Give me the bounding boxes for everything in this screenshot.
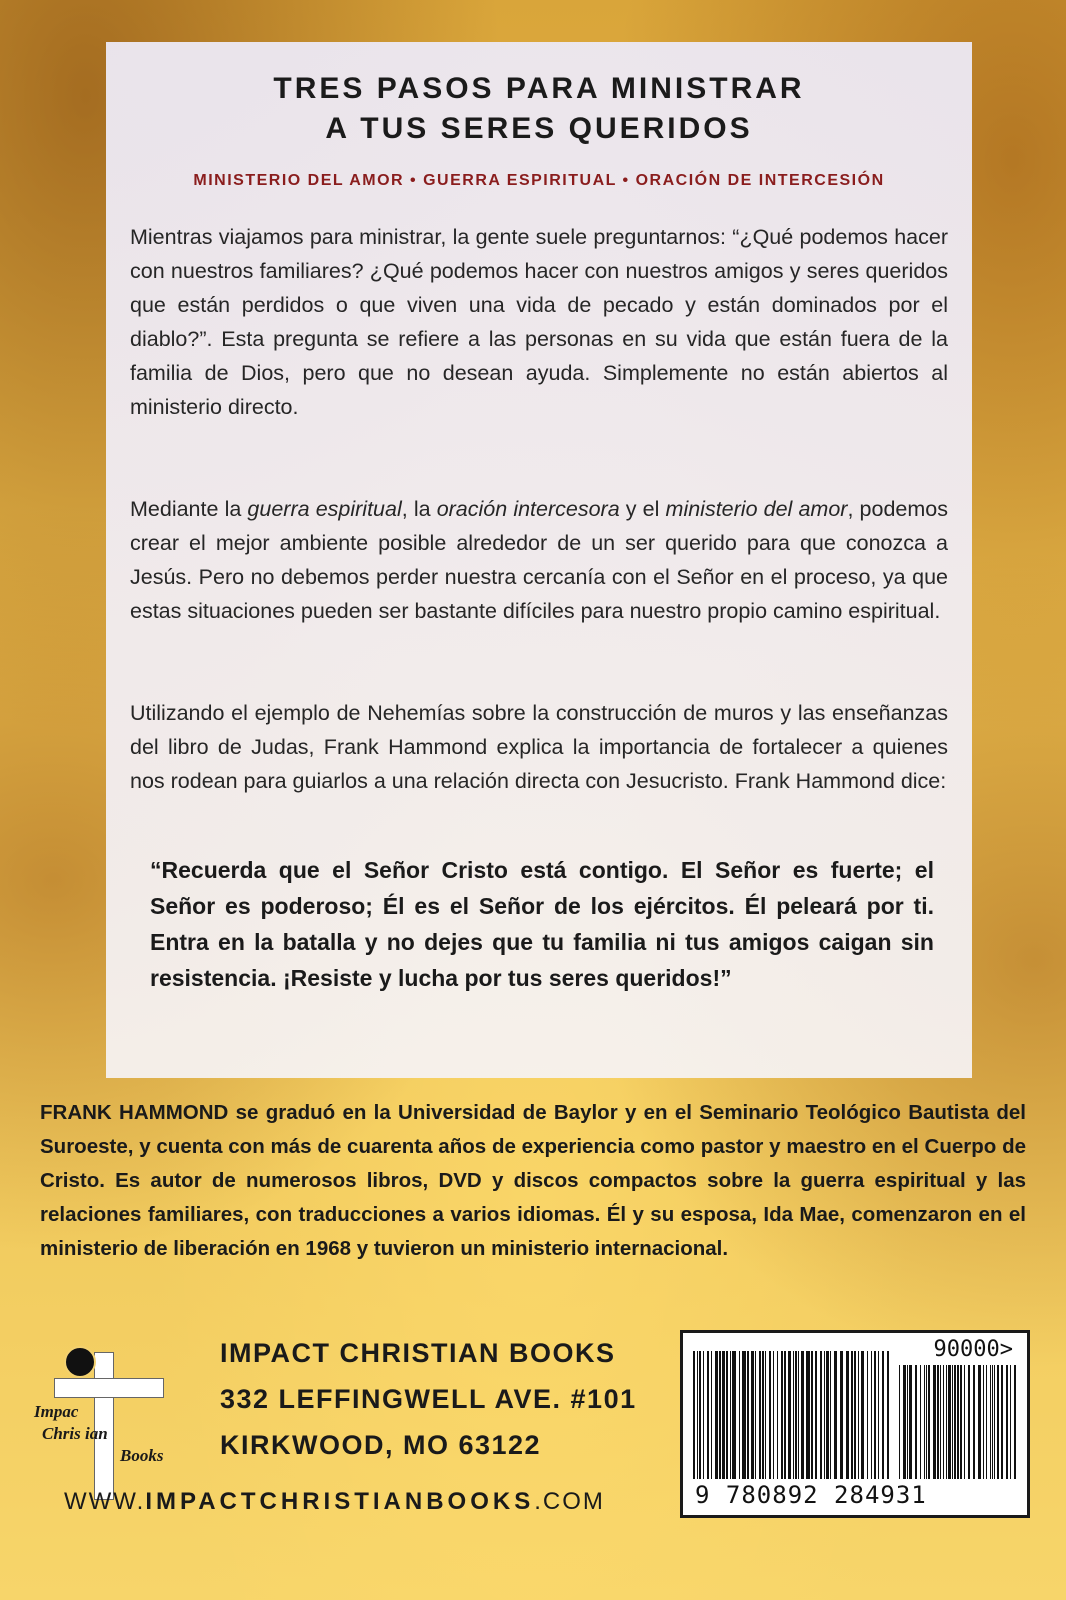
addon-barcode-bar <box>954 1365 956 1479</box>
addon-barcode-bar <box>960 1365 962 1479</box>
logo-text-1: Impac <box>34 1402 79 1421</box>
addon-barcode-bar <box>899 1365 900 1479</box>
website-prefix: WWW. <box>64 1488 146 1515</box>
barcode-bar <box>811 1351 813 1479</box>
addon-barcode-bar <box>957 1365 959 1479</box>
barcode-bar <box>824 1351 825 1479</box>
addon-barcode-bar <box>986 1365 987 1479</box>
barcode-bar <box>773 1351 774 1479</box>
barcode-bar <box>697 1351 698 1479</box>
paragraph-2-italic-1: guerra espiritual <box>247 497 402 521</box>
barcode-bar <box>846 1351 849 1479</box>
title-line-1: TRES PASOS PARA MINISTRAR <box>273 72 805 105</box>
barcode-bar <box>747 1351 749 1479</box>
title-line-2: A TUS SERES QUERIDOS <box>325 112 753 145</box>
paragraph-2-italic-2: oración intercesora <box>436 497 620 521</box>
barcode-bar <box>719 1351 721 1479</box>
logo-text-2: Chris ian <box>42 1424 108 1443</box>
barcode-bar <box>854 1351 856 1479</box>
barcode-bar <box>711 1351 712 1479</box>
barcode-bar <box>722 1351 725 1479</box>
barcode-bar <box>777 1351 778 1479</box>
barcode-bar <box>871 1351 872 1479</box>
addon-barcode-bar <box>983 1365 984 1479</box>
barcode <box>680 1330 1030 1518</box>
paragraph-2-text-3: y el <box>619 497 666 521</box>
addon-barcode-bar <box>928 1365 930 1479</box>
addon-barcode-bar <box>952 1365 953 1479</box>
addon-barcode-bar <box>990 1365 991 1479</box>
addon-barcode-bar <box>920 1365 921 1479</box>
barcode-bar <box>781 1351 783 1479</box>
barcode-isbn-digits: 9 780892 284931 <box>695 1481 927 1509</box>
barcode-bar <box>730 1351 731 1479</box>
addon-barcode-bar <box>1010 1365 1011 1479</box>
logo-text-3: Books <box>120 1446 164 1465</box>
paragraph-2-text-1: Mediante la <box>130 497 248 521</box>
barcode-bar <box>882 1351 884 1479</box>
addon-barcode-bar <box>948 1365 951 1479</box>
addon-barcode-bar <box>968 1365 970 1479</box>
barcode-bar <box>795 1351 797 1479</box>
barcode-bar <box>820 1351 822 1479</box>
addon-barcode-bar <box>940 1365 941 1479</box>
publisher-name: IMPACT CHRISTIAN BOOKS <box>220 1338 616 1368</box>
barcode-bar <box>788 1351 791 1479</box>
paragraph-2 <box>130 492 948 628</box>
addon-barcode-bar <box>964 1365 965 1479</box>
barcode-bar <box>887 1351 889 1479</box>
addon-barcode-bar <box>973 1365 975 1479</box>
paragraph-2-italic-3: ministerio del amor <box>665 497 848 521</box>
addon-barcode-bar <box>994 1365 995 1479</box>
barcode-bar <box>784 1351 786 1479</box>
addon-barcode-bar <box>997 1365 999 1479</box>
addon-barcode-bar <box>909 1365 912 1479</box>
barcode-bar <box>830 1351 831 1479</box>
addon-barcode-bar <box>937 1365 939 1479</box>
addon-barcode-bar <box>915 1365 917 1479</box>
author-name: FRANK HAMMOND <box>40 1101 229 1124</box>
barcode-bar <box>726 1351 728 1479</box>
barcode-bar <box>751 1351 754 1479</box>
paragraph-1: Mientras viajamos para ministrar, la gente suele preguntarnos: “¿Qué podemos hacer con nuestros familiares? ¿Qué podemos hacer con nuestros amigos y seres queridos que están perdidos o que viven una vida de pecado y están dominados por el diablo?”. Esta pregunta se refiere a las personas en su vida que están fuera de la familia de Dios, pero que no desean ayuda. Simplemente no están abiertos al ministerio directo. <box>130 225 948 419</box>
addon-barcode-bar <box>903 1365 906 1479</box>
barcode-bar <box>742 1351 746 1479</box>
barcode-bar <box>759 1351 761 1479</box>
barcode-bar <box>707 1351 709 1479</box>
barcode-bar <box>806 1351 810 1479</box>
author-bio-text: se graduó en la Universidad de Baylor y en el Seminario Teológico Bautista del Suroeste, y cuenta con más de cuarenta años de experiencia como pastor y maestro en el Cuerpo de Cristo. Es autor de numerosos libros, DVD y discos compactos sobre la guerra espiritual y las relaciones familiares, con traducciones a varios idiomas. Él y su esposa, Ida Mae, comenzaron en el ministerio de liberación en 1968 y tuvieron un ministerio internacional. <box>40 1101 1026 1260</box>
barcode-bars <box>693 1351 1017 1479</box>
barcode-bar <box>867 1351 868 1479</box>
barcode-bar <box>693 1351 695 1479</box>
barcode-bar <box>815 1351 817 1479</box>
flame-icon <box>64 1346 96 1378</box>
barcode-bar <box>699 1351 701 1479</box>
barcode-bar <box>793 1351 794 1479</box>
addon-barcode-bar <box>926 1365 927 1479</box>
paragraph-3: Utilizando el ejemplo de Nehemías sobre la construcción de muros y las enseñanzas del libro de Judas, Frank Hammond explica la importancia de fortalecer a quienes nos rodean para guiarlos a una relación directa con Jesucristo. Frank Hammond dice: <box>130 701 948 793</box>
addon-barcode-bar <box>946 1365 947 1479</box>
paragraph-2-text-4: , podemos crear el mejor ambiente posible alrededor de un ser querido para que conozca a Jesús. Pero no debemos perder nuestra cercanía con el Señor en el proceso, ya que estas situaciones pueden ser bastante difíciles para nuestro propio camino espiritual. <box>130 497 948 623</box>
description-panel <box>106 42 972 1078</box>
addon-barcode-bar <box>1006 1365 1008 1479</box>
barcode-bar <box>878 1351 879 1479</box>
cross-bar <box>54 1378 164 1398</box>
barcode-bar <box>874 1351 876 1479</box>
addon-barcode-bar <box>992 1365 993 1479</box>
addon-barcode-bar <box>1001 1365 1003 1479</box>
publisher-address: 332 LEFFINGWELL AVE. #101 <box>220 1384 637 1414</box>
barcode-bar <box>861 1351 864 1479</box>
barcode-price-code: 90000> <box>933 1337 1013 1362</box>
addon-barcode-bar <box>1014 1365 1016 1479</box>
publisher-city: KIRKWOOD, MO 63122 <box>220 1430 542 1460</box>
barcode-bar <box>834 1351 837 1479</box>
barcode-bar <box>732 1351 736 1479</box>
barcode-bar <box>755 1351 756 1479</box>
barcode-bar <box>739 1351 740 1479</box>
website-domain: IMPACTCHRISTIANBOOKS <box>145 1488 535 1515</box>
barcode-bar <box>703 1351 704 1479</box>
paragraph-2-text-2: , la <box>401 497 437 521</box>
quote: “Recuerda que el Señor Cristo está contigo. El Señor es fuerte; el Señor es poderoso; Él es el Señor de los ejércitos. Él peleará por ti. Entra en la batalla y no dejes que tu familia ni tus amigos caigan sin resistencia. ¡Resiste y lucha por tus seres queridos!” <box>150 857 934 991</box>
barcode-bar <box>798 1351 799 1479</box>
website-suffix: .COM <box>534 1488 605 1515</box>
barcode-bar <box>858 1351 859 1479</box>
barcode-bar <box>765 1351 766 1479</box>
barcode-bar <box>826 1351 829 1479</box>
addon-barcode-bar <box>907 1365 908 1479</box>
addon-barcode-bar <box>978 1365 981 1479</box>
barcode-bar <box>769 1351 771 1479</box>
barcode-bar <box>801 1351 804 1479</box>
barcode-bar <box>715 1351 718 1479</box>
barcode-bar <box>762 1351 764 1479</box>
barcode-bar <box>840 1351 843 1479</box>
addon-barcode-bar <box>933 1365 936 1479</box>
author-bio <box>40 1096 1026 1266</box>
addon-barcode-bar <box>943 1365 944 1479</box>
subtitle: MINISTERIO DEL AMOR • GUERRA ESPIRITUAL • ORACIÓN DE INTERCESIÓN <box>193 172 885 189</box>
addon-barcode-bar <box>924 1365 925 1479</box>
website-url <box>64 1488 605 1516</box>
barcode-bar <box>851 1351 853 1479</box>
